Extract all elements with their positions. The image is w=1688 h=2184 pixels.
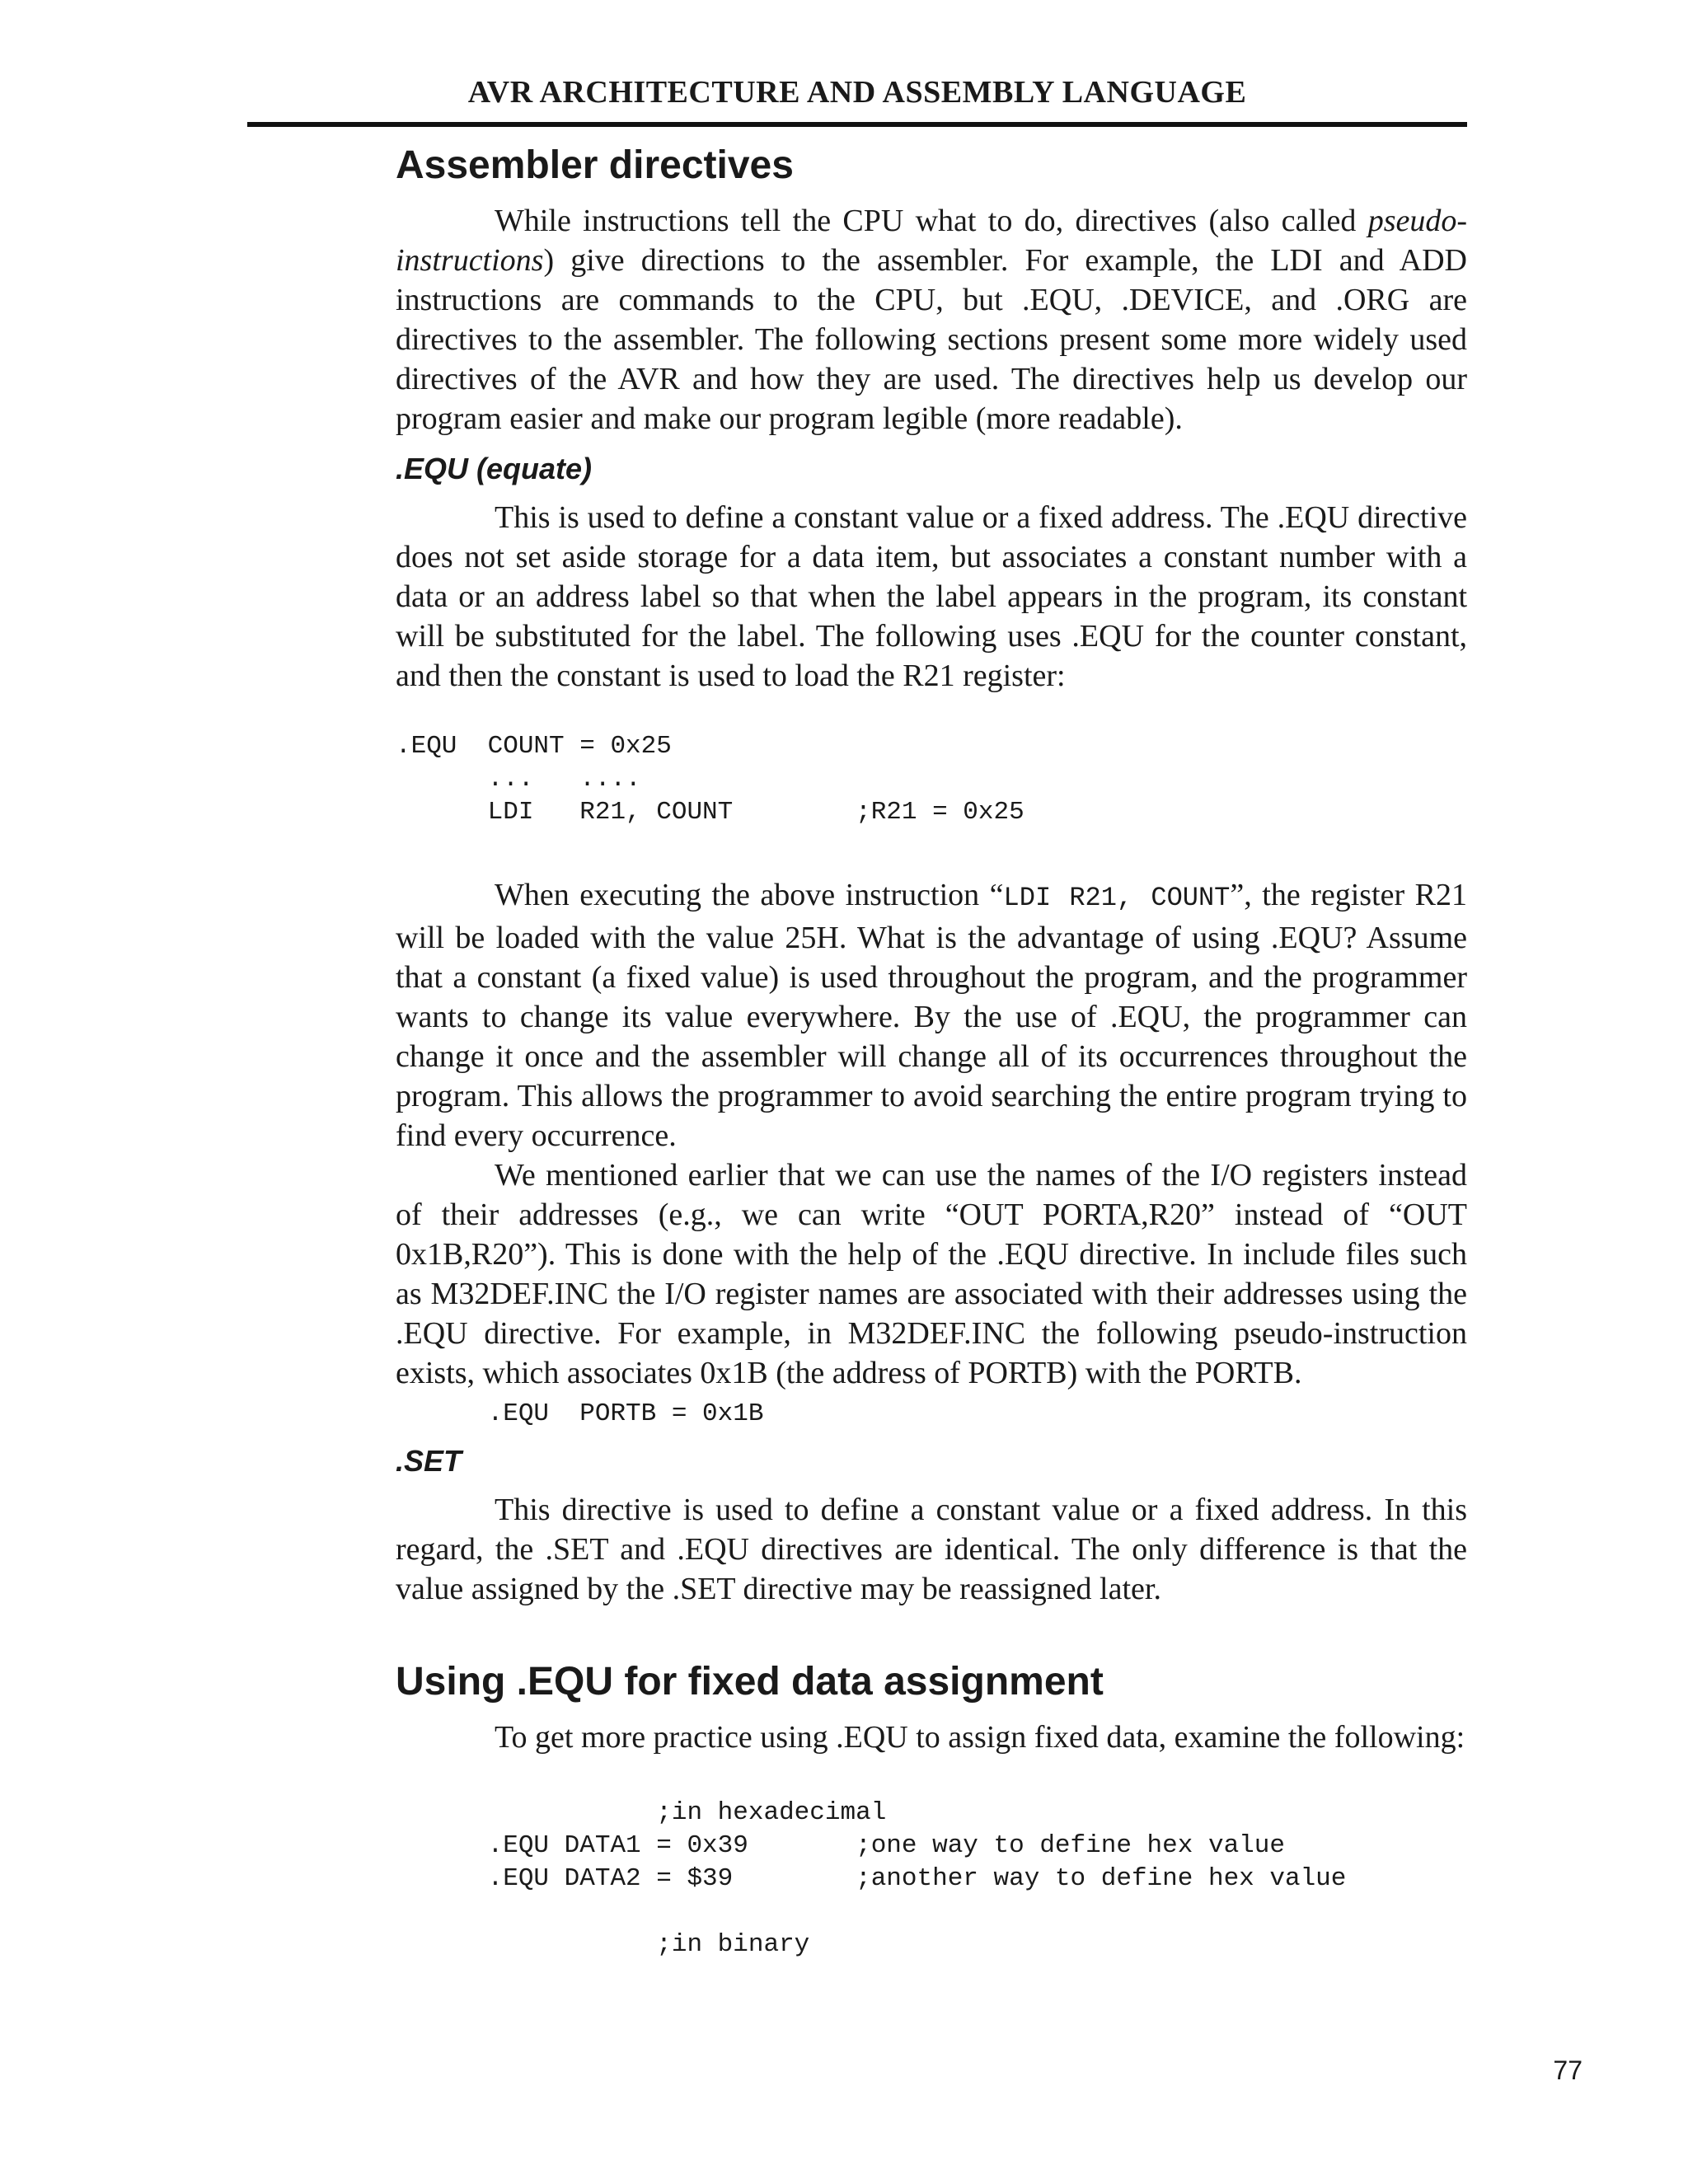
code-block-portb: .EQU PORTB = 0x1B (396, 1399, 764, 1428)
section-title-assembler-directives: Assembler directives (396, 143, 794, 187)
intro-text-2: ) give directions to the assembler. For example, the LDI and ADD instructions are commands to the CPU, but .EQU, .DEVICE, and .ORG are directives to the assembler. The following sections present some more widely used directives of the AVR and how they are used. The directives help us develop our program easier and make our program legible (more readable). (396, 243, 1467, 436)
equ-paragraph-2 (396, 875, 1467, 1155)
section-title-fixed-data: Using .EQU for fixed data assignment (396, 1660, 1104, 1704)
equ-paragraph-3: We mentioned earlier that we can use the names of the I/O registers instead of their addresses (e.g., we can write “OUT PORTA,R20” instead of “OUT 0x1B,R20”). This is done with the help of the .EQU directive. In include files such as M32DEF.INC the I/O register names are associated with their addresses using the .EQU directive. For example, in M32DEF.INC the following pseudo-instruction exists, which associates 0x1B (the address of PORTB) with the PORTB. (396, 1158, 1467, 1390)
intro-paragraph (396, 201, 1467, 438)
running-head: AVR ARCHITECTURE AND ASSEMBLY LANGUAGE (467, 75, 1247, 110)
header-rule (247, 122, 1467, 127)
subsection-title-set: .SET (396, 1444, 462, 1478)
inline-code-ldi: LDI R21, COUNT (1003, 883, 1231, 913)
code-block-equ-count: .EQU COUNT = 0x25 ... .... LDI R21, COUNT ;R21 = 0x25 (396, 732, 1025, 827)
equ-paragraph-1: This is used to define a constant value or a fixed address. The .EQU directive does not set aside storage for a data item, but associates a constant number with a data or an address label so that when the label appears in the program, its constant will be substituted for the label. The following uses .EQU for the counter constant, and then the constant is used to load the R21 register: (396, 500, 1467, 693)
fixed-data-paragraph: To get more practice using .EQU to assign fixed data, examine the following: (495, 1720, 1465, 1755)
set-paragraph: This directive is used to define a constant value or a fixed address. In this regard, the .SET and .EQU directives are identical. The only difference is that the value assigned by the .SET directive may be reassigned later. (396, 1493, 1467, 1606)
code-block-data-defs: ;in hexadecimal .EQU DATA1 = 0x39 ;one way to define hex value .EQU DATA2 = $39 ;another way to define hex value ;in binary (487, 1798, 1347, 1959)
equ-p2-after: ”, the register R21 will be loaded with the value 25H. What is the advantage of using .EQU? Assume that a constant (a fixed value) is used throughout the program, and the programmer wants to change its value everywhere. By the use of .EQU, the programmer can change it once and the assembler will change all of its occurrences throughout the program. This allows the programmer to avoid searching the entire program trying to find every occurrence. (396, 878, 1467, 1153)
page-body (396, 140, 1467, 1961)
subsection-title-equ: .EQU (equate) (396, 452, 593, 485)
intro-italic-term: pseudo-instructions (396, 204, 1467, 278)
page-number: 77 (1553, 2055, 1582, 2085)
intro-text-1: While instructions tell the CPU what to do, directives (also called (495, 204, 1368, 238)
equ-p2-before: When executing the above instruction “ (495, 878, 1004, 912)
